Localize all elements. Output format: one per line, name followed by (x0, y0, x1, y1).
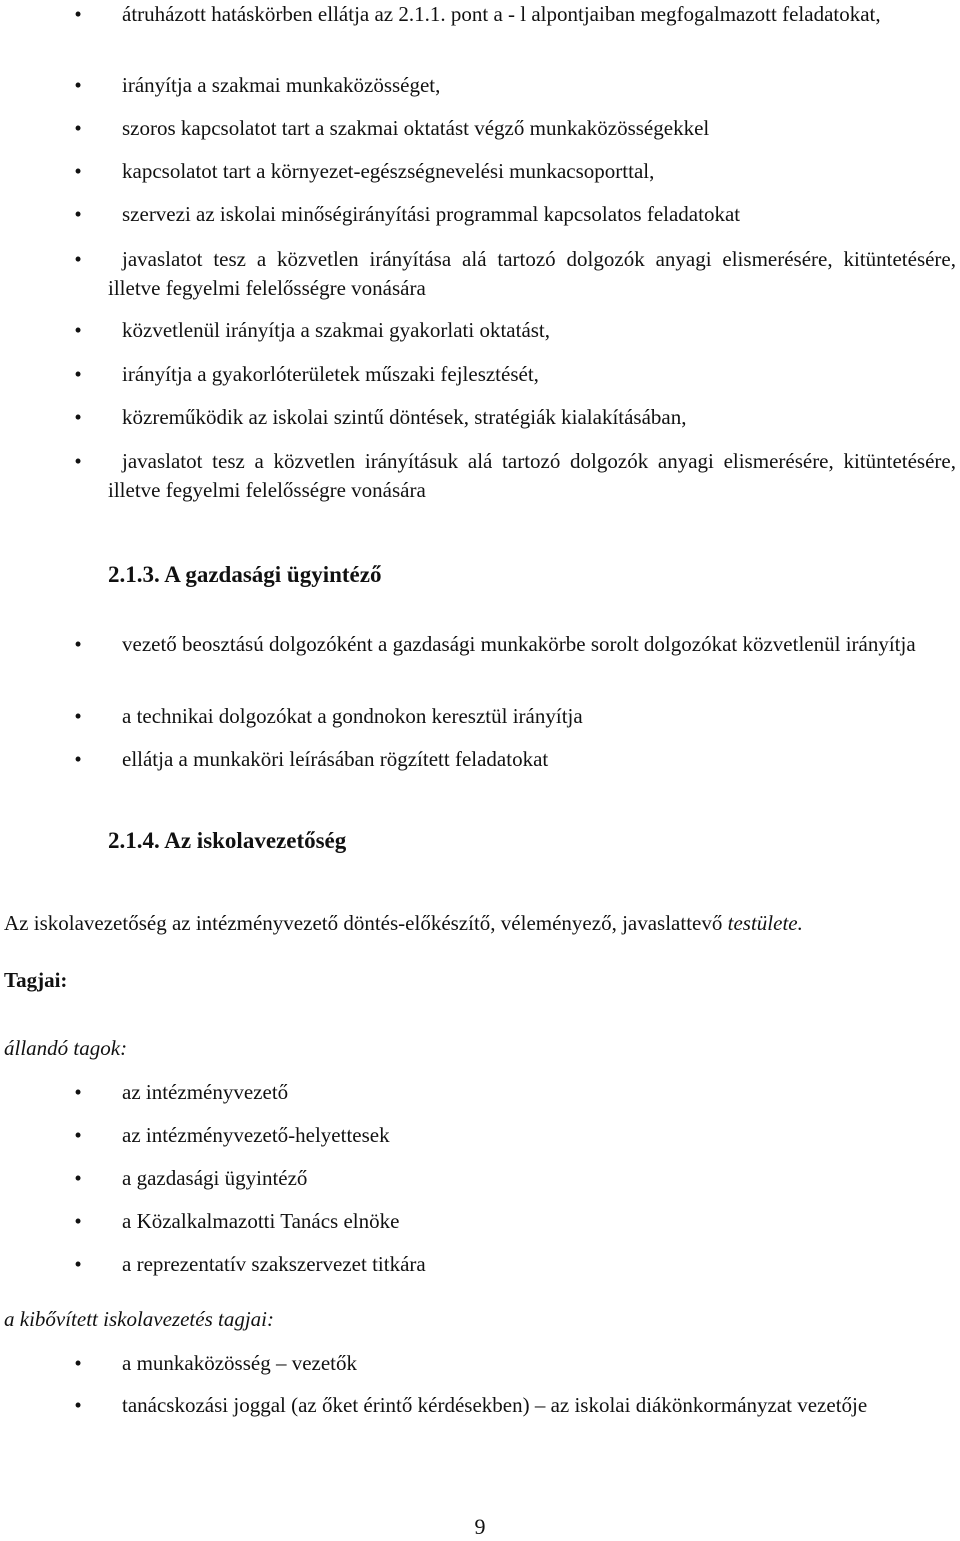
list-item-text: a technikai dolgozókat a gondnokon keresztül irányítja (122, 704, 583, 728)
bullet-icon: • (74, 202, 82, 226)
list-item (74, 0, 956, 29)
bullet-icon: • (74, 2, 82, 26)
bullet-icon: • (74, 247, 82, 271)
list-item (74, 1207, 956, 1236)
list-item (74, 745, 956, 774)
bullet-icon: • (74, 449, 82, 473)
section-heading: 2.1.4. Az iskolavezetőség (108, 828, 347, 853)
list-item (74, 360, 956, 389)
list-item-text: közvetlenül irányítja a szakmai gyakorlati oktatást, (122, 318, 551, 342)
list-item-text: a reprezentatív szakszervezet titkára (122, 1252, 426, 1276)
bullet-icon: • (74, 1209, 82, 1233)
list-item-text: szoros kapcsolatot tart a szakmai oktatást végző munkaközösségekkel (122, 116, 710, 140)
bullet-icon: • (74, 747, 82, 771)
bullet-icon: • (74, 405, 82, 429)
list-item (74, 316, 956, 345)
section-heading: 2.1.3. A gazdasági ügyintéző (108, 562, 382, 587)
list-item-text: irányítja a gyakorlóterületek műszaki fejlesztését, (122, 362, 539, 386)
list-item (74, 157, 956, 186)
members-label: Tagjai: (4, 968, 68, 992)
list-item (74, 702, 956, 731)
list-item-text: az intézményvezető (122, 1080, 289, 1104)
list-item-text: közreműködik az iskolai szintű döntések, stratégiák kialakításában, (122, 405, 687, 429)
list-item-text: irányítja a szakmai munkaközösséget, (122, 73, 441, 97)
page-number: 9 (474, 1514, 486, 1539)
list-item-text: javaslatot tesz a közvetlen irányításuk alá tartozó dolgozók anyagi elismerésére, kitüntetésére, illetve fegyelmi felelősségre vonására (108, 449, 956, 502)
list-item (74, 114, 956, 143)
permanent-members-label: állandó tagok: (4, 1036, 128, 1060)
bullet-icon: • (74, 116, 82, 140)
intro-text: Az iskolavezetőség az intézményvezető döntés-előkészítő, véleményező, javaslattevő (4, 911, 728, 935)
list-item-text: a Közalkalmazotti Tanács elnöke (122, 1209, 400, 1233)
list-item (74, 71, 956, 100)
list-item (74, 1391, 956, 1420)
list-item (74, 1164, 956, 1193)
list-item (74, 1349, 956, 1378)
list-item (74, 245, 956, 303)
list-item-text: az intézményvezető-helyettesek (122, 1123, 390, 1147)
bullet-icon: • (74, 1351, 82, 1375)
bullet-icon: • (74, 1166, 82, 1190)
list-item-text: átruházott hatáskörben ellátja az 2.1.1. pont a - l alpontjaiban megfogalmazott feladatokat, (122, 2, 881, 26)
bullet-icon: • (74, 159, 82, 183)
bullet-icon: • (74, 1252, 82, 1276)
list-item-text: a munkaközösség – vezetők (122, 1351, 358, 1375)
list-item (74, 403, 956, 432)
bullet-icon: • (74, 704, 82, 728)
list-item-text: a gazdasági ügyintéző (122, 1166, 308, 1190)
list-item-text: javaslatot tesz a közvetlen irányítása alá tartozó dolgozók anyagi elismerésére, kitüntetésére, illetve fegyelmi felelősségre vonására (108, 247, 956, 300)
list-item-text: ellátja a munkaköri leírásában rögzített feladatokat (122, 747, 549, 771)
list-item-text: vezető beosztású dolgozóként a gazdasági munkakörbe sorolt dolgozókat közvetlenül irányítja (122, 632, 916, 656)
list-item (74, 630, 956, 659)
bullet-icon: • (74, 73, 82, 97)
list-item (74, 1250, 956, 1279)
list-item (74, 1121, 956, 1150)
bullet-icon: • (74, 632, 82, 656)
bullet-icon: • (74, 318, 82, 342)
bullet-icon: • (74, 1123, 82, 1147)
extended-members-label: a kibővített iskolavezetés tagjai: (4, 1307, 275, 1331)
intro-italic-text: testülete. (727, 911, 803, 935)
list-item (74, 200, 956, 229)
list-item-text: tanácskozási joggal (az őket érintő kérdésekben) – az iskolai diákönkormányzat vezetője (122, 1393, 868, 1417)
list-item (74, 1078, 956, 1107)
bullet-icon: • (74, 1393, 82, 1417)
list-item-text: kapcsolatot tart a környezet-egészségnevelési munkacsoporttal, (122, 159, 655, 183)
list-item (74, 447, 956, 505)
bullet-icon: • (74, 1080, 82, 1104)
bullet-icon: • (74, 362, 82, 386)
intro-paragraph (4, 909, 956, 938)
list-item-text: szervezi az iskolai minőségirányítási programmal kapcsolatos feladatokat (122, 202, 741, 226)
